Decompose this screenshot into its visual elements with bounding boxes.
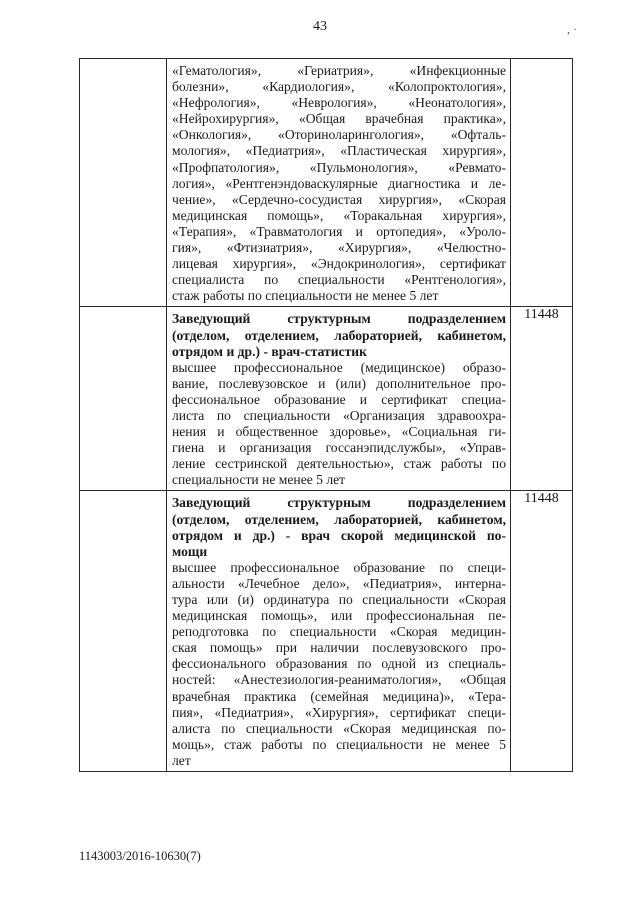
requirements-line: «Терапия», «Травматология и ортопедия», «Уроло- [172,223,506,239]
requirements-line: «Гематология», «Гериатрия», «Инфекционные [172,63,506,78]
requirements-line: реподготовка по специальности «Скорая медицин- [172,624,506,640]
requirements-line: лет [172,752,191,768]
requirements-line: «Нейрохирургия», «Общая врачебная практика», [172,111,506,127]
blank-column-cell [80,59,167,307]
scan-corner-mark: , · [567,22,577,36]
requirements-line: мощь», стаж работы по специальности не менее 5 [172,736,506,752]
requirements-line: высшее профессиональное (медицинское) образо- [172,359,506,375]
document-footer-code: 1143003/2016-10630(7) [79,849,201,863]
position-title-line: мощи [172,543,208,559]
requirements-line: ностей: «Анестезиология-реаниматология», «Общая [172,672,506,688]
position-title-line: отрядом и др.) - врач-статистик [172,343,367,359]
table-row [80,491,573,772]
position-code-cell: 11448 [511,307,573,491]
requirements-line: ская помощь» при наличии послевузовского про- [172,640,506,656]
requirements-line: специальности не менее 5 лет [172,472,346,488]
requirements-text [167,491,510,771]
position-code-cell: 11448 [511,491,573,772]
requirements-line: мология», «Педиатрия», «Пластическая хирургия», [172,143,506,159]
requirements-line: чение», «Сердечно-сосудистая хирургия», «Скорая [172,191,506,207]
position-requirements-cell [167,307,511,491]
qualification-table [79,58,573,772]
requirements-line: болезни», «Кардиология», «Колопроктология», [172,79,506,95]
requirements-text [167,307,510,490]
requirements-line: алиста по специальности «Скорая медицинская по- [172,720,506,736]
qualification-table-body [80,59,573,772]
requirements-line: «Профпатология», «Пульмонология», «Ревмато- [172,159,506,175]
requirements-line: высшее профессиональное образование по специ- [172,559,506,575]
requirements-line: стаж работы по специальности не менее 5 лет [172,288,439,304]
page-number: 43 [313,19,327,34]
requirements-line: пия», «Педиатрия», «Хирургия», сертификат специ- [172,704,506,720]
position-title-line: (отделом, отделением, лабораторией, кабинетом, [172,511,506,527]
requirements-line: альности «Лечебное дело», «Педиатрия», интерна- [172,575,506,591]
requirements-line: специалиста по специальности «Рентгенология», [172,272,506,288]
requirements-text [167,59,510,306]
requirements-line: лицевая хирургия», «Эндокринология», сертификат [172,256,506,272]
position-title-line: Заведующий структурным подразделением [172,311,506,327]
requirements-line: ление сестринской деятельностью», стаж работы по [172,456,506,472]
requirements-line: медицинская помощь», или профессиональная пе- [172,608,506,624]
table-row [80,59,573,307]
position-requirements-cell [167,491,511,772]
position-code-cell [511,59,573,307]
position-title-line: (отделом, отделением, лабораторией, кабинетом, [172,327,506,343]
requirements-line: гия», «Фтизиатрия», «Хирургия», «Челюстно- [172,240,506,256]
blank-column-cell [80,307,167,491]
requirements-line: тура или (и) ординатура по специальности «Скорая [172,592,506,607]
requirements-line: фессионального образования по одной из специаль- [172,656,506,672]
requirements-line: нения и общественное здоровье», «Социальная ги- [172,424,506,440]
requirements-line: «Онкология», «Оториноларингология», «Офталь- [172,127,506,143]
requirements-line: листа по специальности «Организация здравоохра- [172,407,506,423]
requirements-line: фессиональное образование и сертификат специа- [172,391,506,407]
position-title-line: отрядом и др.) - врач скорой медицинской по- [172,527,506,543]
blank-column-cell [80,491,167,772]
requirements-line: медицинская помощь», «Торакальная хирургия», [172,207,506,223]
requirements-line: гиена и организация госсанэпидслужбы», «Управ- [172,440,506,456]
position-title-line: Заведующий структурным подразделением [172,495,506,511]
requirements-line: врачебная практика (семейная медицина)», «Тера- [172,688,506,704]
position-requirements-cell [167,59,511,307]
table-row [80,307,573,491]
requirements-line: «Нефрология», «Неврология», «Неонатология», [172,95,506,111]
requirements-line: логия», «Рентгенэндоваскулярные диагностика и ле- [172,175,506,191]
requirements-line: вание, послевузовское и (или) дополнительное про- [172,375,506,391]
